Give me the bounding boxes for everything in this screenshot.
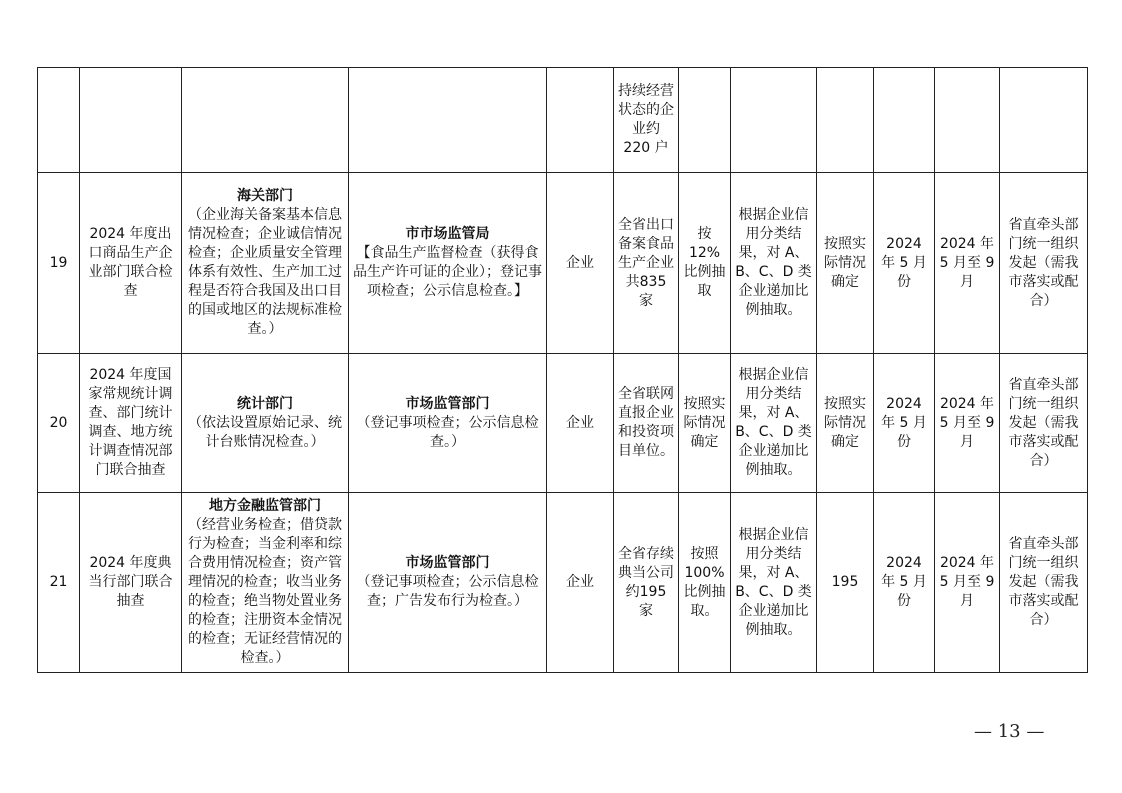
joint-department-cell — [349, 173, 547, 354]
joint-department-name: 市市场监管局 — [405, 226, 490, 242]
note-cell: 省直牵头部门统一组织发起（需我市落实或配合） — [1000, 354, 1088, 493]
sampling-method-cell: 根据企业信用分类结果，对 A、B、C、D 类企业递加比例抽取。 — [731, 493, 817, 673]
joint-department-items: （登记事项检查；公示信息检查。） — [356, 414, 539, 450]
period-cell — [935, 68, 1000, 173]
sample-count-cell — [817, 68, 874, 173]
task-name-cell: 2024 年度出口商品生产企业部门联合检查 — [80, 173, 182, 354]
sampling-ratio-cell: 按照100% 比例抽取。 — [679, 493, 731, 673]
inspection-object-cell — [547, 68, 614, 173]
period-cell: 2024 年 5 月至 9 月 — [935, 493, 1000, 673]
sample-count-cell: 按照实际情况确定 — [817, 354, 874, 493]
lead-department-items: （依法设置原始记录、统计台账情况检查。） — [188, 414, 342, 450]
sampling-method-cell: 根据企业信用分类结果，对 A、B、C、D 类企业递加比例抽取。 — [731, 173, 817, 354]
row-number-cell: 19 — [38, 173, 80, 354]
page-number: — 13 — — [974, 721, 1045, 742]
inspection-scope-cell: 全省存续典当公司约195 家 — [614, 493, 679, 673]
lead-department-name: 海关部门 — [237, 188, 293, 204]
lead-department-items: （企业海关备案基本信息情况检查；企业诚信情况检查；企业质量安全管理体系有效性、生产加工过程是否符合我国及出口目的国或地区的法规标准检查。） — [188, 207, 342, 337]
inspection-object-cell: 企业 — [547, 354, 614, 493]
inspection-scope-cell: 全省出口备案食品生产企业共835 家 — [614, 173, 679, 354]
table-row — [38, 493, 1088, 673]
joint-department-name: 市场监管部门 — [405, 395, 490, 412]
task-name-cell: 2024 年度国家常规统计调查、部门统计调查、地方统计调查情况部门联合抽查 — [80, 354, 182, 493]
sampling-method-cell: 根据企业信用分类结果，对 A、B、C、D 类企业递加比例抽取。 — [731, 354, 817, 493]
note-cell — [1000, 68, 1088, 173]
sample-count-cell: 195 — [817, 493, 874, 673]
lead-department-items: （经营业务检查；借贷款行为检查；当金利率和综合费用情况检查；资产管理情况的检查；收当业务的检查；绝当物处置业务的检查；注册资本金情况的检查；无证经营情况的检查。） — [188, 517, 342, 666]
joint-department-cell — [349, 493, 547, 673]
table-row — [38, 354, 1088, 493]
period-cell: 2024 年 5 月至 9 月 — [935, 354, 1000, 493]
row-number-cell: 21 — [38, 493, 80, 673]
inspection-plan-table — [37, 67, 1088, 673]
sampling-method-cell — [731, 68, 817, 173]
row-number-cell: 20 — [38, 354, 80, 493]
lead-department-cell — [182, 173, 349, 354]
period-cell: 2024 年 5 月至 9 月 — [935, 173, 1000, 354]
joint-department-name: 市场监管部门 — [405, 555, 490, 571]
start-date-cell: 2024 年 5 月份 — [874, 173, 935, 354]
inspection-object-cell: 企业 — [547, 493, 614, 673]
task-name-cell: 2024 年度典当行部门联合抽查 — [80, 493, 182, 673]
row-number-cell — [38, 68, 80, 173]
joint-department-items: （登记事项检查；公示信息检查；广告发布行为检查。） — [356, 574, 539, 609]
inspection-object-cell: 企业 — [547, 173, 614, 354]
start-date-cell: 2024 年 5 月份 — [874, 354, 935, 493]
joint-department-cell — [349, 68, 547, 173]
inspection-scope-cell: 持续经营状态的企业约 220 户 — [614, 68, 679, 173]
lead-department-name: 统计部门 — [237, 395, 293, 412]
joint-department-items: 【食品生产监督检查（获得食品生产许可证的企业）；登记事项检查；公示信息检查。】 — [353, 245, 542, 299]
sample-count-cell: 按照实际情况确定 — [817, 173, 874, 354]
sampling-ratio-cell — [679, 68, 731, 173]
table-row — [38, 68, 1088, 173]
lead-department-name: 地方金融监管部门 — [209, 498, 321, 514]
lead-department-cell — [182, 68, 349, 173]
note-cell: 省直牵头部门统一组织发起（需我市落实或配合） — [1000, 493, 1088, 673]
inspection-scope-cell: 全省联网直报企业和投资项目单位。 — [614, 354, 679, 493]
sampling-ratio-cell: 按 12% 比例抽取 — [679, 173, 731, 354]
joint-department-cell — [349, 354, 547, 493]
lead-department-cell — [182, 493, 349, 673]
start-date-cell: 2024 年 5 月份 — [874, 493, 935, 673]
lead-department-cell — [182, 354, 349, 493]
task-name-cell — [80, 68, 182, 173]
table-row — [38, 173, 1088, 354]
note-cell: 省直牵头部门统一组织发起（需我市落实或配合） — [1000, 173, 1088, 354]
start-date-cell — [874, 68, 935, 173]
sampling-ratio-cell: 按照实际情况确定 — [679, 354, 731, 493]
